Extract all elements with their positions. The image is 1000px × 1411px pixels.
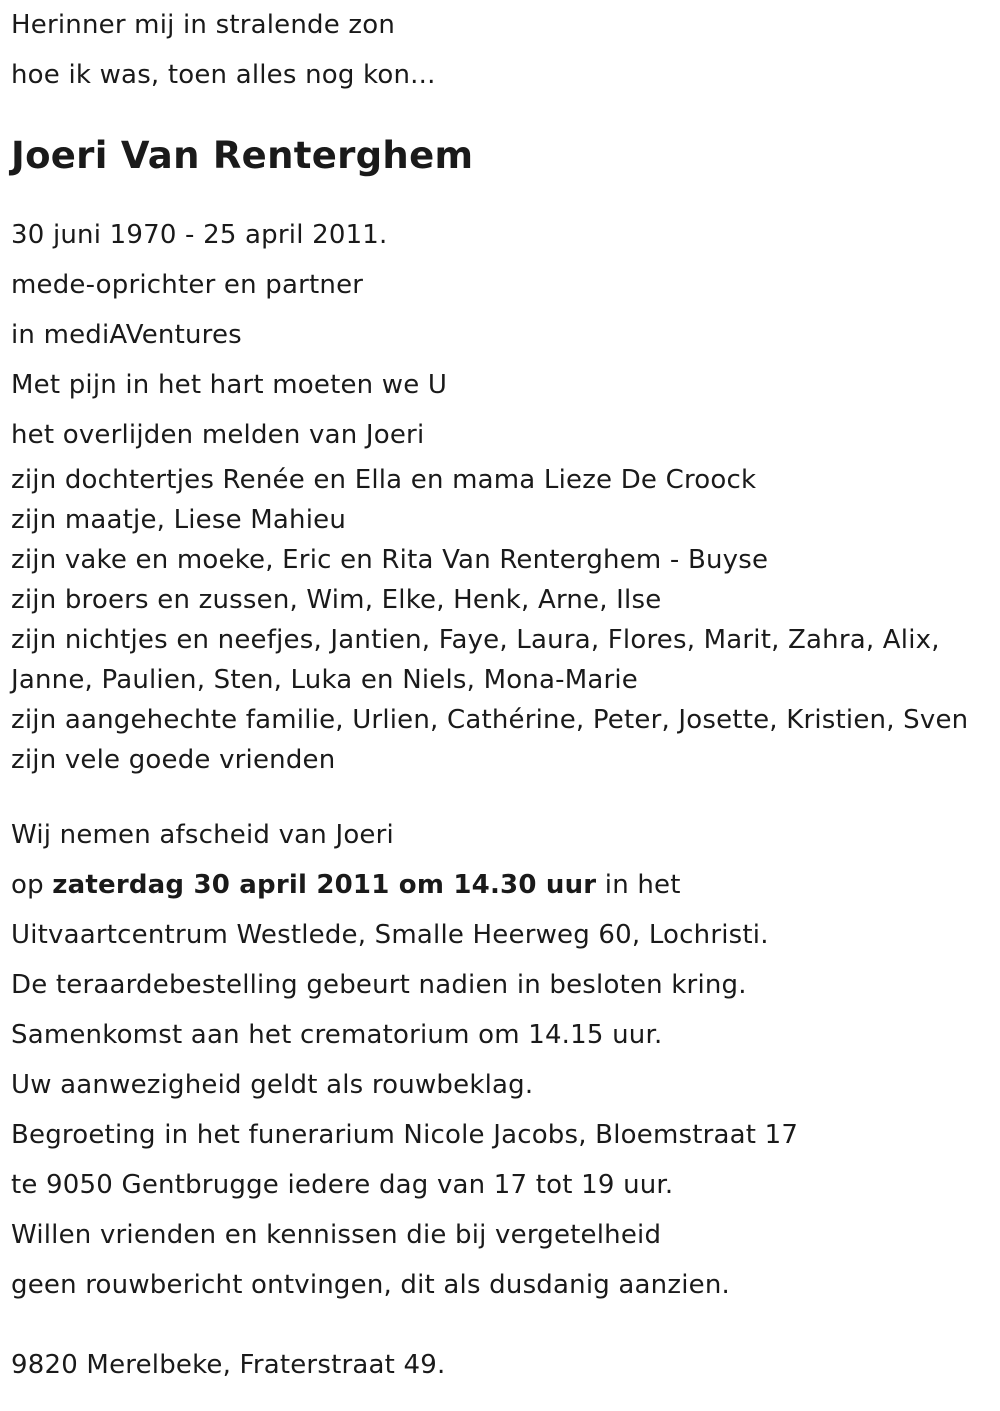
family-line: zijn broers en zussen, Wim, Elke, Henk, Arne, Ilse [11, 585, 662, 615]
family-line: zijn nichtjes en neefjes, Jantien, Faye, Laura, Flores, Marit, Zahra, Alix, [11, 625, 940, 655]
family-line: zijn dochtertjes Renée en Ella en mama Lieze De Croock [11, 465, 757, 495]
ceremony-suffix: in het [604, 870, 681, 900]
poem-line: Herinner mij in stralende zon [11, 10, 396, 40]
family-line: Janne, Paulien, Sten, Luka en Niels, Mona-Marie [11, 665, 638, 695]
poem [11, 0, 991, 100]
ceremony-prefix: op [11, 870, 44, 900]
life-dates: 30 juni 1970 - 25 april 2011. [11, 220, 388, 250]
intro [11, 210, 991, 460]
ceremony-line: Willen vrienden en kennissen die bij vergetelheid [11, 1220, 662, 1250]
ceremony-line: Uw aanwezigheid geldt als rouwbeklag. [11, 1070, 534, 1100]
poem-line: hoe ik was, toen alles nog kon... [11, 60, 436, 90]
ceremony-line: De teraardebestelling gebeurt nadien in besloten kring. [11, 970, 747, 1000]
family-line: zijn vake en moeke, Eric en Rita Van Renterghem - Buyse [11, 545, 769, 575]
intro-line: Met pijn in het hart moeten we U [11, 370, 448, 400]
intro-line: in mediAVentures [11, 320, 242, 350]
family-line: zijn maatje, Liese Mahieu [11, 505, 347, 535]
intro-line: het overlijden melden van Joeri [11, 420, 425, 450]
ceremony-date-line [11, 860, 991, 910]
family-line: zijn vele goede vrienden [11, 745, 336, 775]
ceremony-line: te 9050 Gentbrugge iedere dag van 17 tot 19 uur. [11, 1170, 674, 1200]
home-address: 9820 Merelbeke, Fraterstraat 49. [11, 1350, 446, 1380]
family-line: zijn aangehechte familie, Urlien, Cathérine, Peter, Josette, Kristien, Sven [11, 705, 969, 735]
intro-line: mede-oprichter en partner [11, 270, 364, 300]
deceased-name: Joeri Van Renterghem [11, 134, 474, 177]
ceremony-line: Begroeting in het funerarium Nicole Jacobs, Bloemstraat 17 [11, 1120, 799, 1150]
ceremony-info [11, 810, 991, 1310]
obituary-notice [11, 0, 991, 1390]
ceremony-line: geen rouwbericht ontvingen, dit als dusdanig aanzien. [11, 1270, 730, 1300]
ceremony-line: Wij nemen afscheid van Joeri [11, 820, 394, 850]
ceremony-datetime: zaterdag 30 april 2011 om 14.30 uur [52, 870, 597, 900]
ceremony-line: Samenkomst aan het crematorium om 14.15 uur. [11, 1020, 663, 1050]
ceremony-line: Uitvaartcentrum Westlede, Smalle Heerweg 60, Lochristi. [11, 920, 769, 950]
family-list [11, 460, 991, 780]
